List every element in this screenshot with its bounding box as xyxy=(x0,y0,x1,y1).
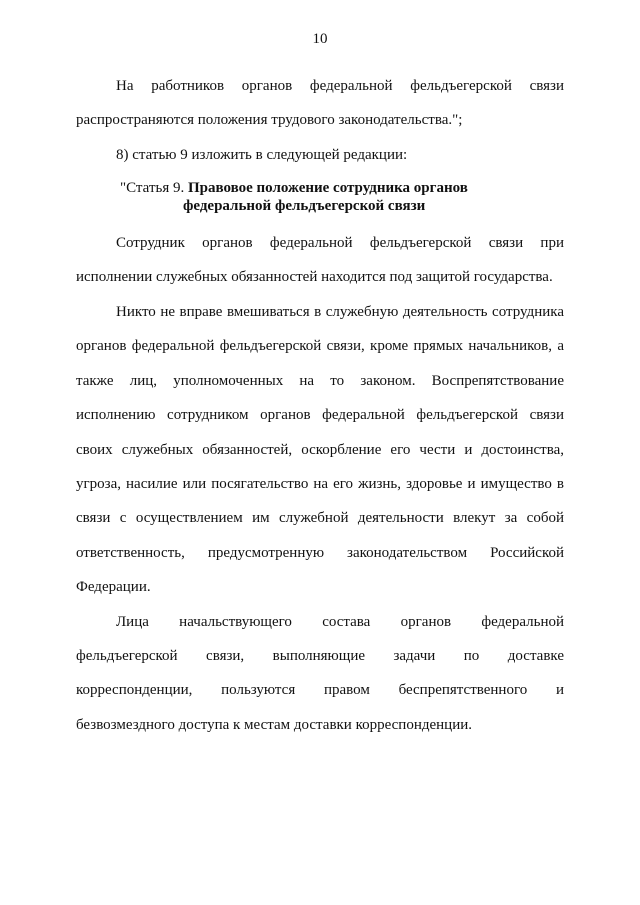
article-heading xyxy=(120,180,468,215)
text-line: На работников органов федеральной фельдъегерской связи xyxy=(116,78,564,94)
text-line: Лица начальствующего состава органов федеральной xyxy=(116,613,564,630)
text-line: исполнению сотрудником органов федеральной фельдъегерской связи xyxy=(76,407,564,424)
text-line: фельдъегерской связи, выполняющие задачи по доставке xyxy=(76,648,564,665)
text-line: ответственность, предусмотренную законодательством Российской xyxy=(76,544,564,561)
text-line: 8) статью 9 изложить в следующей редакции: xyxy=(116,146,408,163)
paragraph-block-2 xyxy=(76,226,564,742)
text-line: связи с осуществлением им служебной деятельности влекут за собой xyxy=(76,510,564,527)
text-line: корреспонденции, пользуются правом беспрепятственного и xyxy=(76,682,564,699)
text-line: исполнении служебных обязанностей находится под защитой государства. xyxy=(76,269,553,286)
text-line: безвозмездного доступа к местам доставки корреспонденции. xyxy=(76,716,473,733)
text-line: Сотрудник органов федеральной фельдъегерской связи при xyxy=(116,235,564,251)
text-line: также лиц, уполномоченных на то законом. Воспрепятствование xyxy=(76,372,564,389)
text-line: Никто не вправе вмешиваться в служебную деятельность сотрудника xyxy=(116,303,564,320)
text-line: своих служебных обязанностей, оскорбление его чести и достоинства, xyxy=(76,441,564,458)
text-line: распространяются положения трудового законодательства."; xyxy=(76,112,463,129)
page-number: 10 xyxy=(312,31,328,47)
text-line: угроза, насилие или посягательство на его жизнь, здоровье и имущество в xyxy=(76,475,564,492)
text-line: Федерации. xyxy=(76,579,151,596)
article-title-line-2: федеральной фельдъегерской связи xyxy=(183,197,426,214)
article-title-line-1: Правовое положение сотрудника органов xyxy=(187,180,468,196)
text-line: органов федеральной фельдъегерской связи, кроме прямых начальников, а xyxy=(76,338,564,355)
paragraph-block-1 xyxy=(76,69,564,172)
article-prefix: "Статья 9. xyxy=(120,180,188,196)
